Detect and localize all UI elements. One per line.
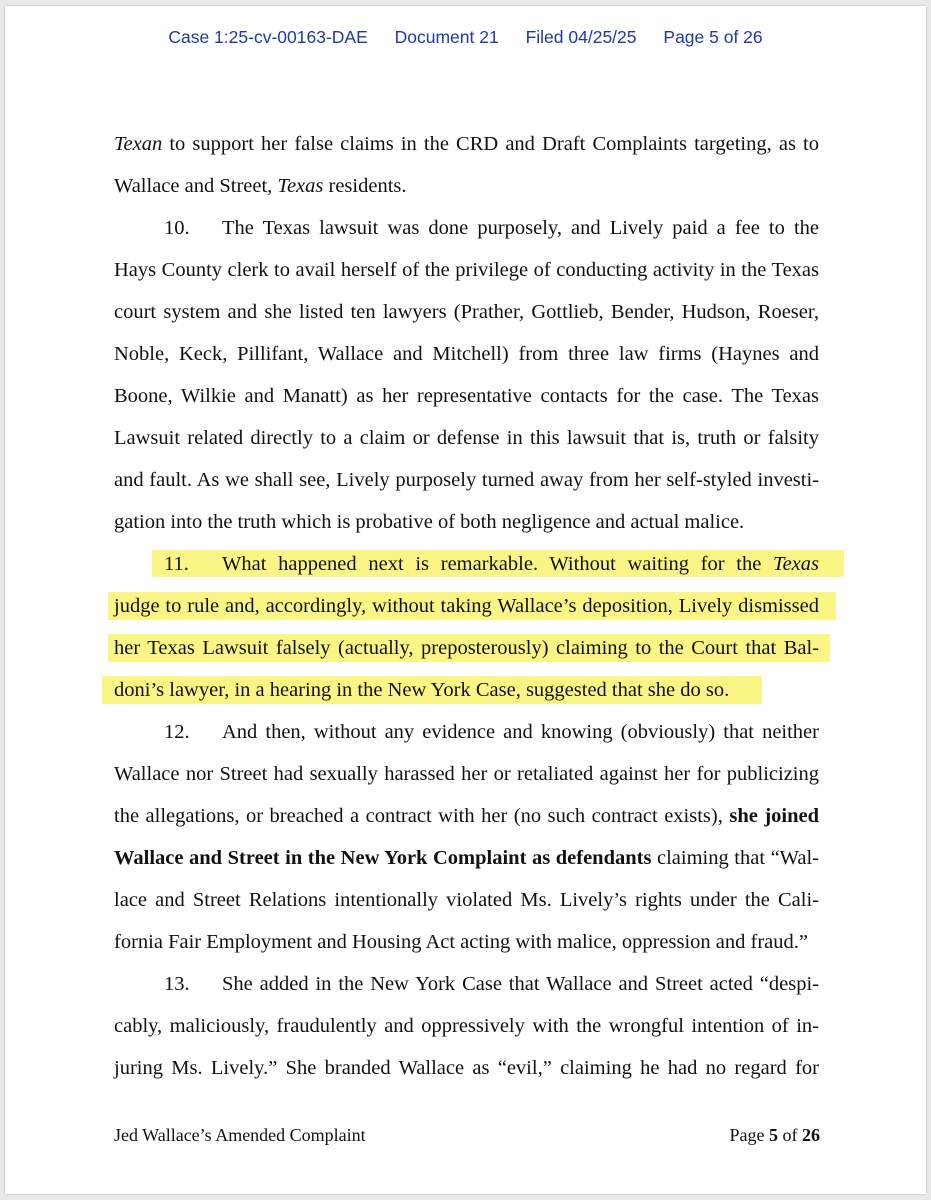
paragraph-10-line: Lawsuit related directly to a claim or defense in this lawsuit that is, truth or falsity: [114, 427, 819, 449]
paragraph-12-line: lace and Street Relations intentionally violated Ms. Lively’s rights under the Cali-: [114, 889, 819, 911]
filed-date: Filed 04/25/25: [525, 27, 637, 47]
page-indicator: Page 5 of 26: [663, 27, 763, 47]
case-header: [0, 27, 931, 48]
paragraph-number: 11.: [164, 553, 189, 575]
paragraph-13-line: 13. She added in the New York Case that Wallace and Street acted “despi-: [164, 973, 819, 995]
paragraph-11-line: 11. What happened next is remarkable. Without waiting for the Texas: [164, 553, 819, 575]
paragraph-10-line: Hays County clerk to avail herself of the privilege of conducting activity in the Texas: [114, 259, 819, 281]
footer-page-number: Page 5 of 26: [729, 1125, 820, 1145]
paragraph-11-line: judge to rule and, accordingly, without taking Wallace’s deposition, Lively dismissed: [114, 595, 819, 617]
paragraph-12-line: 12. And then, without any evidence and knowing (obviously) that neither: [164, 721, 819, 743]
paragraph-10-line: Boone, Wilkie and Manatt) as her representative contacts for the case. The Texas: [114, 385, 819, 407]
body-line: Wallace and Street, Texas residents.: [114, 175, 407, 197]
paragraph-10-line: gation into the truth which is probative of both negligence and actual malice.: [114, 511, 745, 533]
paragraph-13-line: cably, maliciously, fraudulently and oppressively with the wrongful intention of in-: [114, 1015, 819, 1037]
paragraph-12-line: Wallace nor Street had sexually harassed her or retaliated against her for publicizing: [114, 763, 819, 785]
paragraph-number: 13.: [164, 973, 190, 995]
body-line: Texan to support her false claims in the CRD and Draft Complaints targeting, as to: [114, 133, 819, 155]
paragraph-10-line: court system and she listed ten lawyers (Prather, Gottlieb, Bender, Hudson, Roeser,: [114, 301, 819, 323]
paragraph-12-line: fornia Fair Employment and Housing Act acting with malice, oppression and fraud.”: [114, 931, 808, 953]
paragraph-11-line: her Texas Lawsuit falsely (actually, preposterously) claiming to the Court that Bal-: [114, 637, 819, 659]
paragraph-12-line: Wallace and Street in the New York Complaint as defendants claiming that “Wal-: [114, 847, 819, 869]
paragraph-12-line: the allegations, or breached a contract with her (no such contract exists), she joined: [114, 805, 819, 827]
paragraph-10-line: Noble, Keck, Pillifant, Wallace and Mitchell) from three law firms (Haynes and: [114, 343, 819, 365]
document-number: Document 21: [394, 27, 499, 47]
footer-document-title: Jed Wallace’s Amended Complaint: [114, 1125, 366, 1145]
case-number: Case 1:25-cv-00163-DAE: [168, 27, 368, 47]
paragraph-10-line: 10. The Texas lawsuit was done purposely, and Lively paid a fee to the: [164, 217, 819, 239]
paragraph-11-line: doni’s lawyer, in a hearing in the New York Case, suggested that she do so.: [114, 679, 730, 701]
paragraph-10-line: and fault. As we shall see, Lively purposely turned away from her self-styled investi-: [114, 469, 819, 491]
paragraph-13-line: juring Ms. Lively.” She branded Wallace as “evil,” claiming he had no regard for: [114, 1057, 819, 1079]
paragraph-number: 12.: [164, 721, 190, 743]
paragraph-number: 10.: [164, 217, 190, 239]
